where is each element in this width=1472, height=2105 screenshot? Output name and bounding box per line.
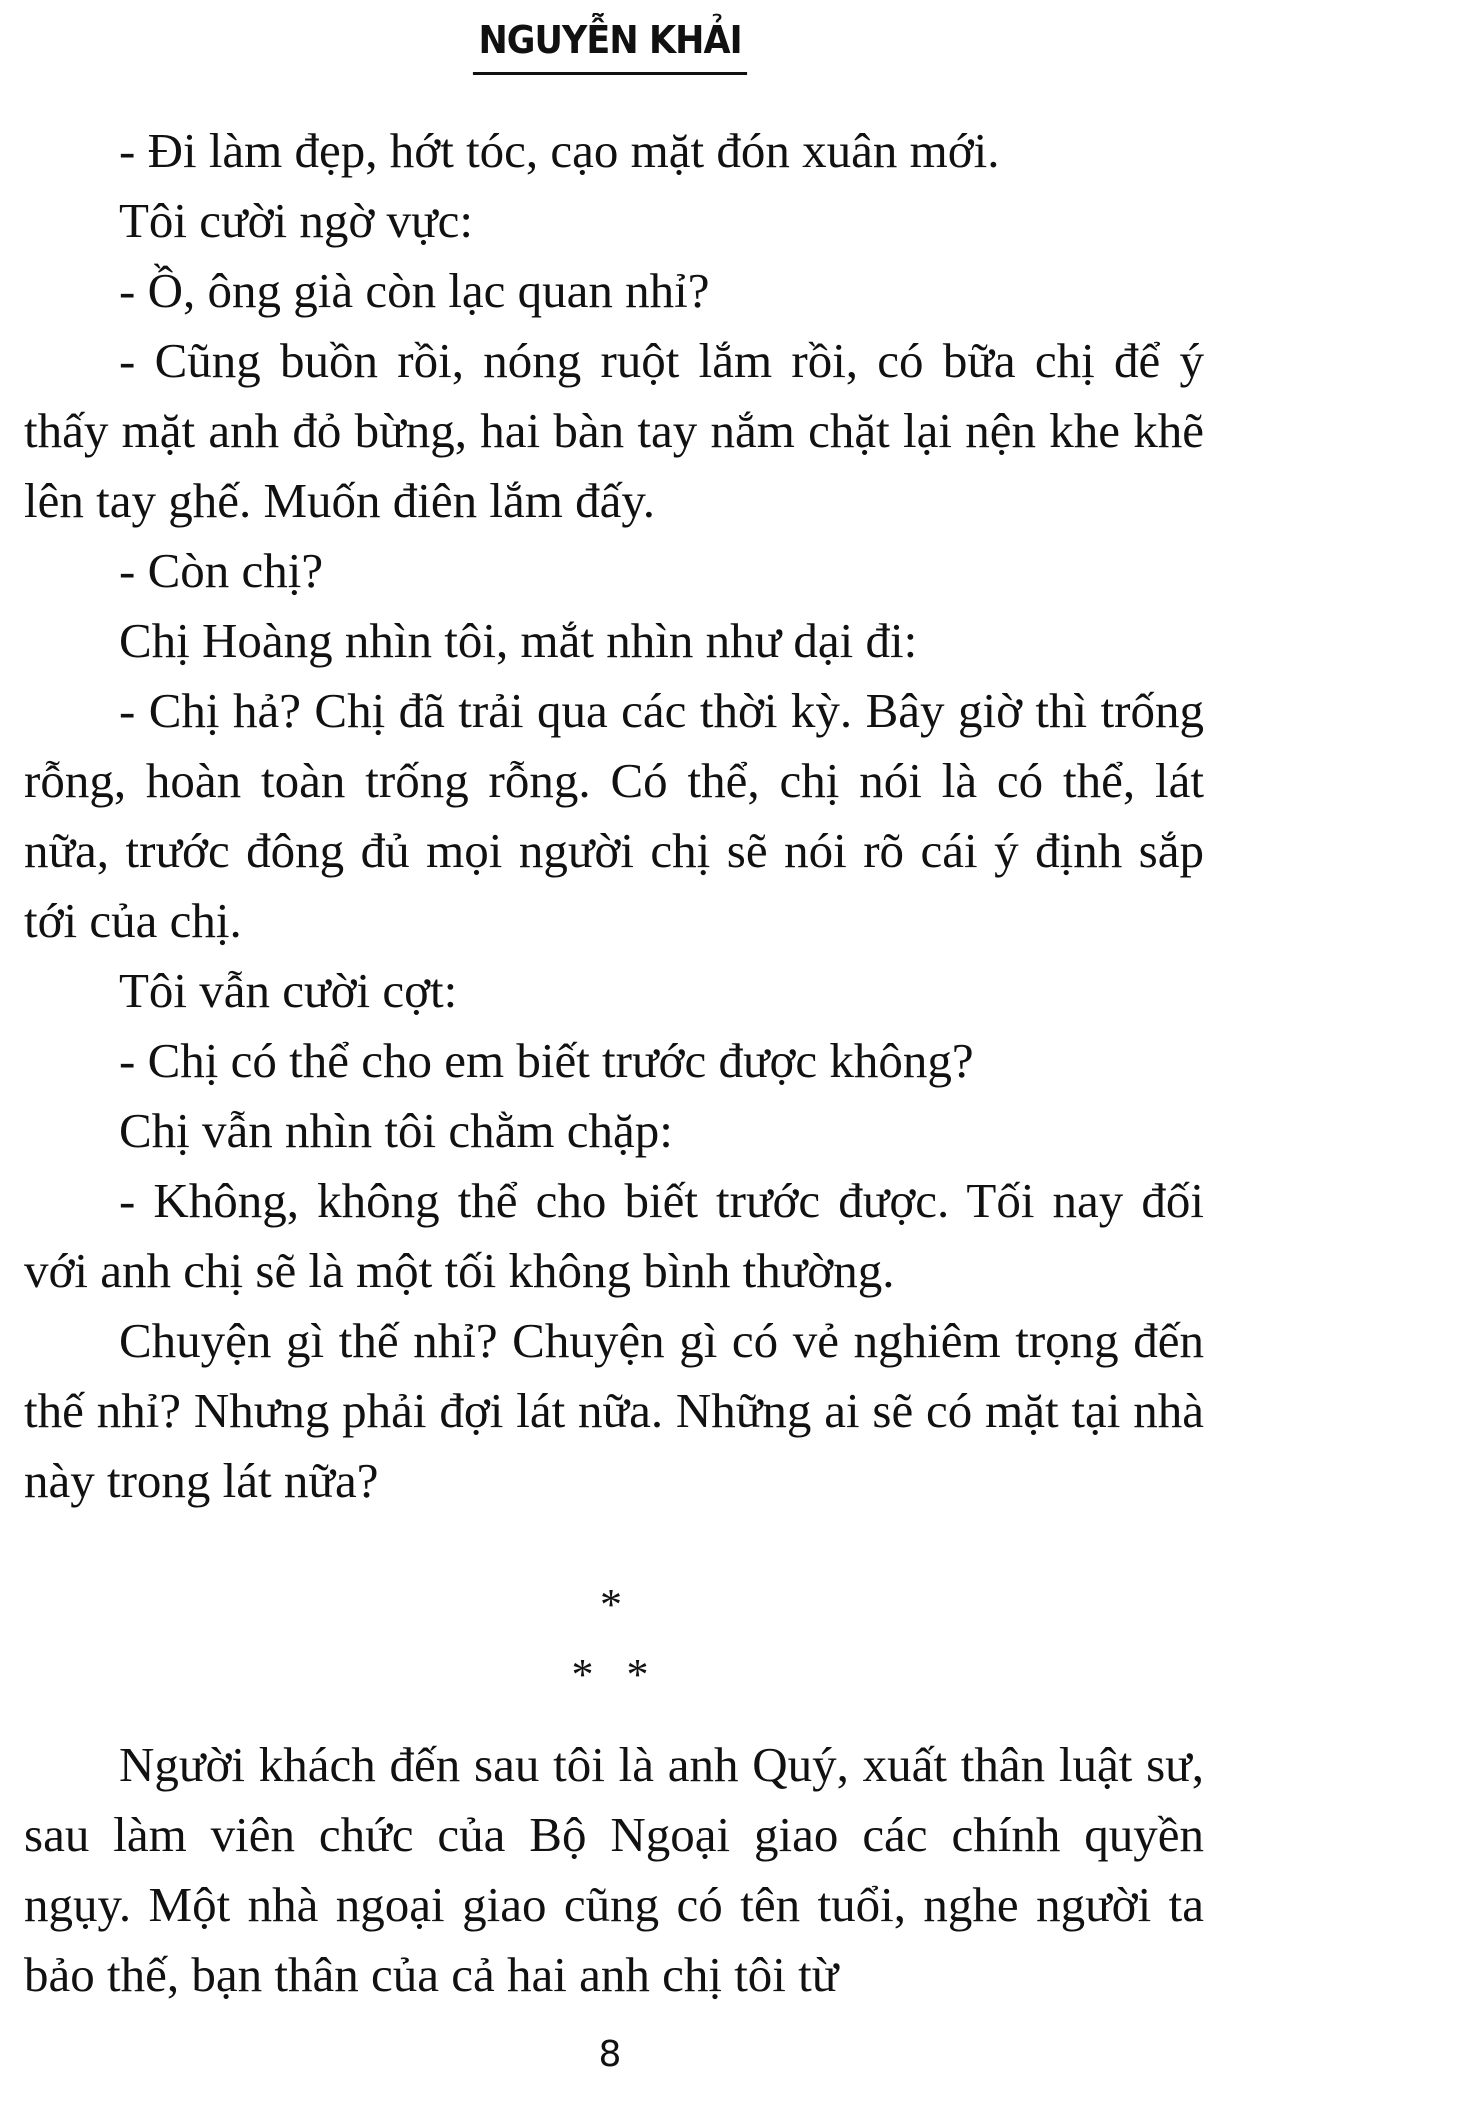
separator-asterisks-bottom: * * <box>571 1650 649 1699</box>
separator-asterisk-top: * <box>600 1580 622 1629</box>
paragraph: Chị vẫn nhìn tôi chằm chặp: <box>119 1103 673 1158</box>
page-number: 8 <box>598 2034 622 2075</box>
paragraph: Người khách đến sau tôi là anh Quý, xuất thân luật sư, sau làm viên chức của Bộ Ngoại giao các chính quyền ngụy. Một nhà ngoại giao cũng có tên tuổi, nghe người ta bảo thế, bạn thân của cả hai anh chị tôi từ <box>24 1737 1204 2002</box>
paragraph: - Còn chị? <box>119 543 324 598</box>
body-text-bottom <box>24 1730 1204 2010</box>
running-header <box>0 18 1220 75</box>
paragraph: - Cũng buồn rồi, nóng ruột lắm rồi, có bữa chị để ý thấy mặt anh đỏ bừng, hai bàn tay nắm chặt lại nện khe khẽ lên tay ghế. Muốn điên lắm đấy. <box>24 333 1204 528</box>
paragraph: - Đi làm đẹp, hớt tóc, cạo mặt đón xuân mới. <box>119 123 1000 178</box>
paragraph: - Chị hả? Chị đã trải qua các thời kỳ. Bây giờ thì trống rỗng, hoàn toàn trống rỗng. Có thể, chị nói là có thể, lát nữa, trước đông đủ mọi người chị sẽ nói rõ cái ý định sắp tới của chị. <box>24 683 1204 948</box>
author-name: NGUYỄN KHẢI <box>473 18 747 75</box>
paragraph: Tôi cười ngờ vực: <box>119 193 473 248</box>
paragraph: - Không, không thể cho biết trước được. Tối nay đối với anh chị sẽ là một tối không bình thường. <box>24 1173 1204 1298</box>
paragraph: Chị Hoàng nhìn tôi, mắt nhìn như dại đi: <box>119 613 918 668</box>
paragraph: - Ồ, ông già còn lạc quan nhỉ? <box>119 263 710 318</box>
section-separator <box>0 1570 1220 1710</box>
body-text-top <box>24 116 1204 1516</box>
paragraph: Tôi vẫn cười cợt: <box>119 963 458 1018</box>
paragraph: - Chị có thể cho em biết trước được không? <box>119 1033 974 1088</box>
paragraph: Chuyện gì thế nhỉ? Chuyện gì có vẻ nghiêm trọng đến thế nhỉ? Nhưng phải đợi lát nữa. Những ai sẽ có mặt tại nhà này trong lát nữa? <box>24 1313 1204 1508</box>
